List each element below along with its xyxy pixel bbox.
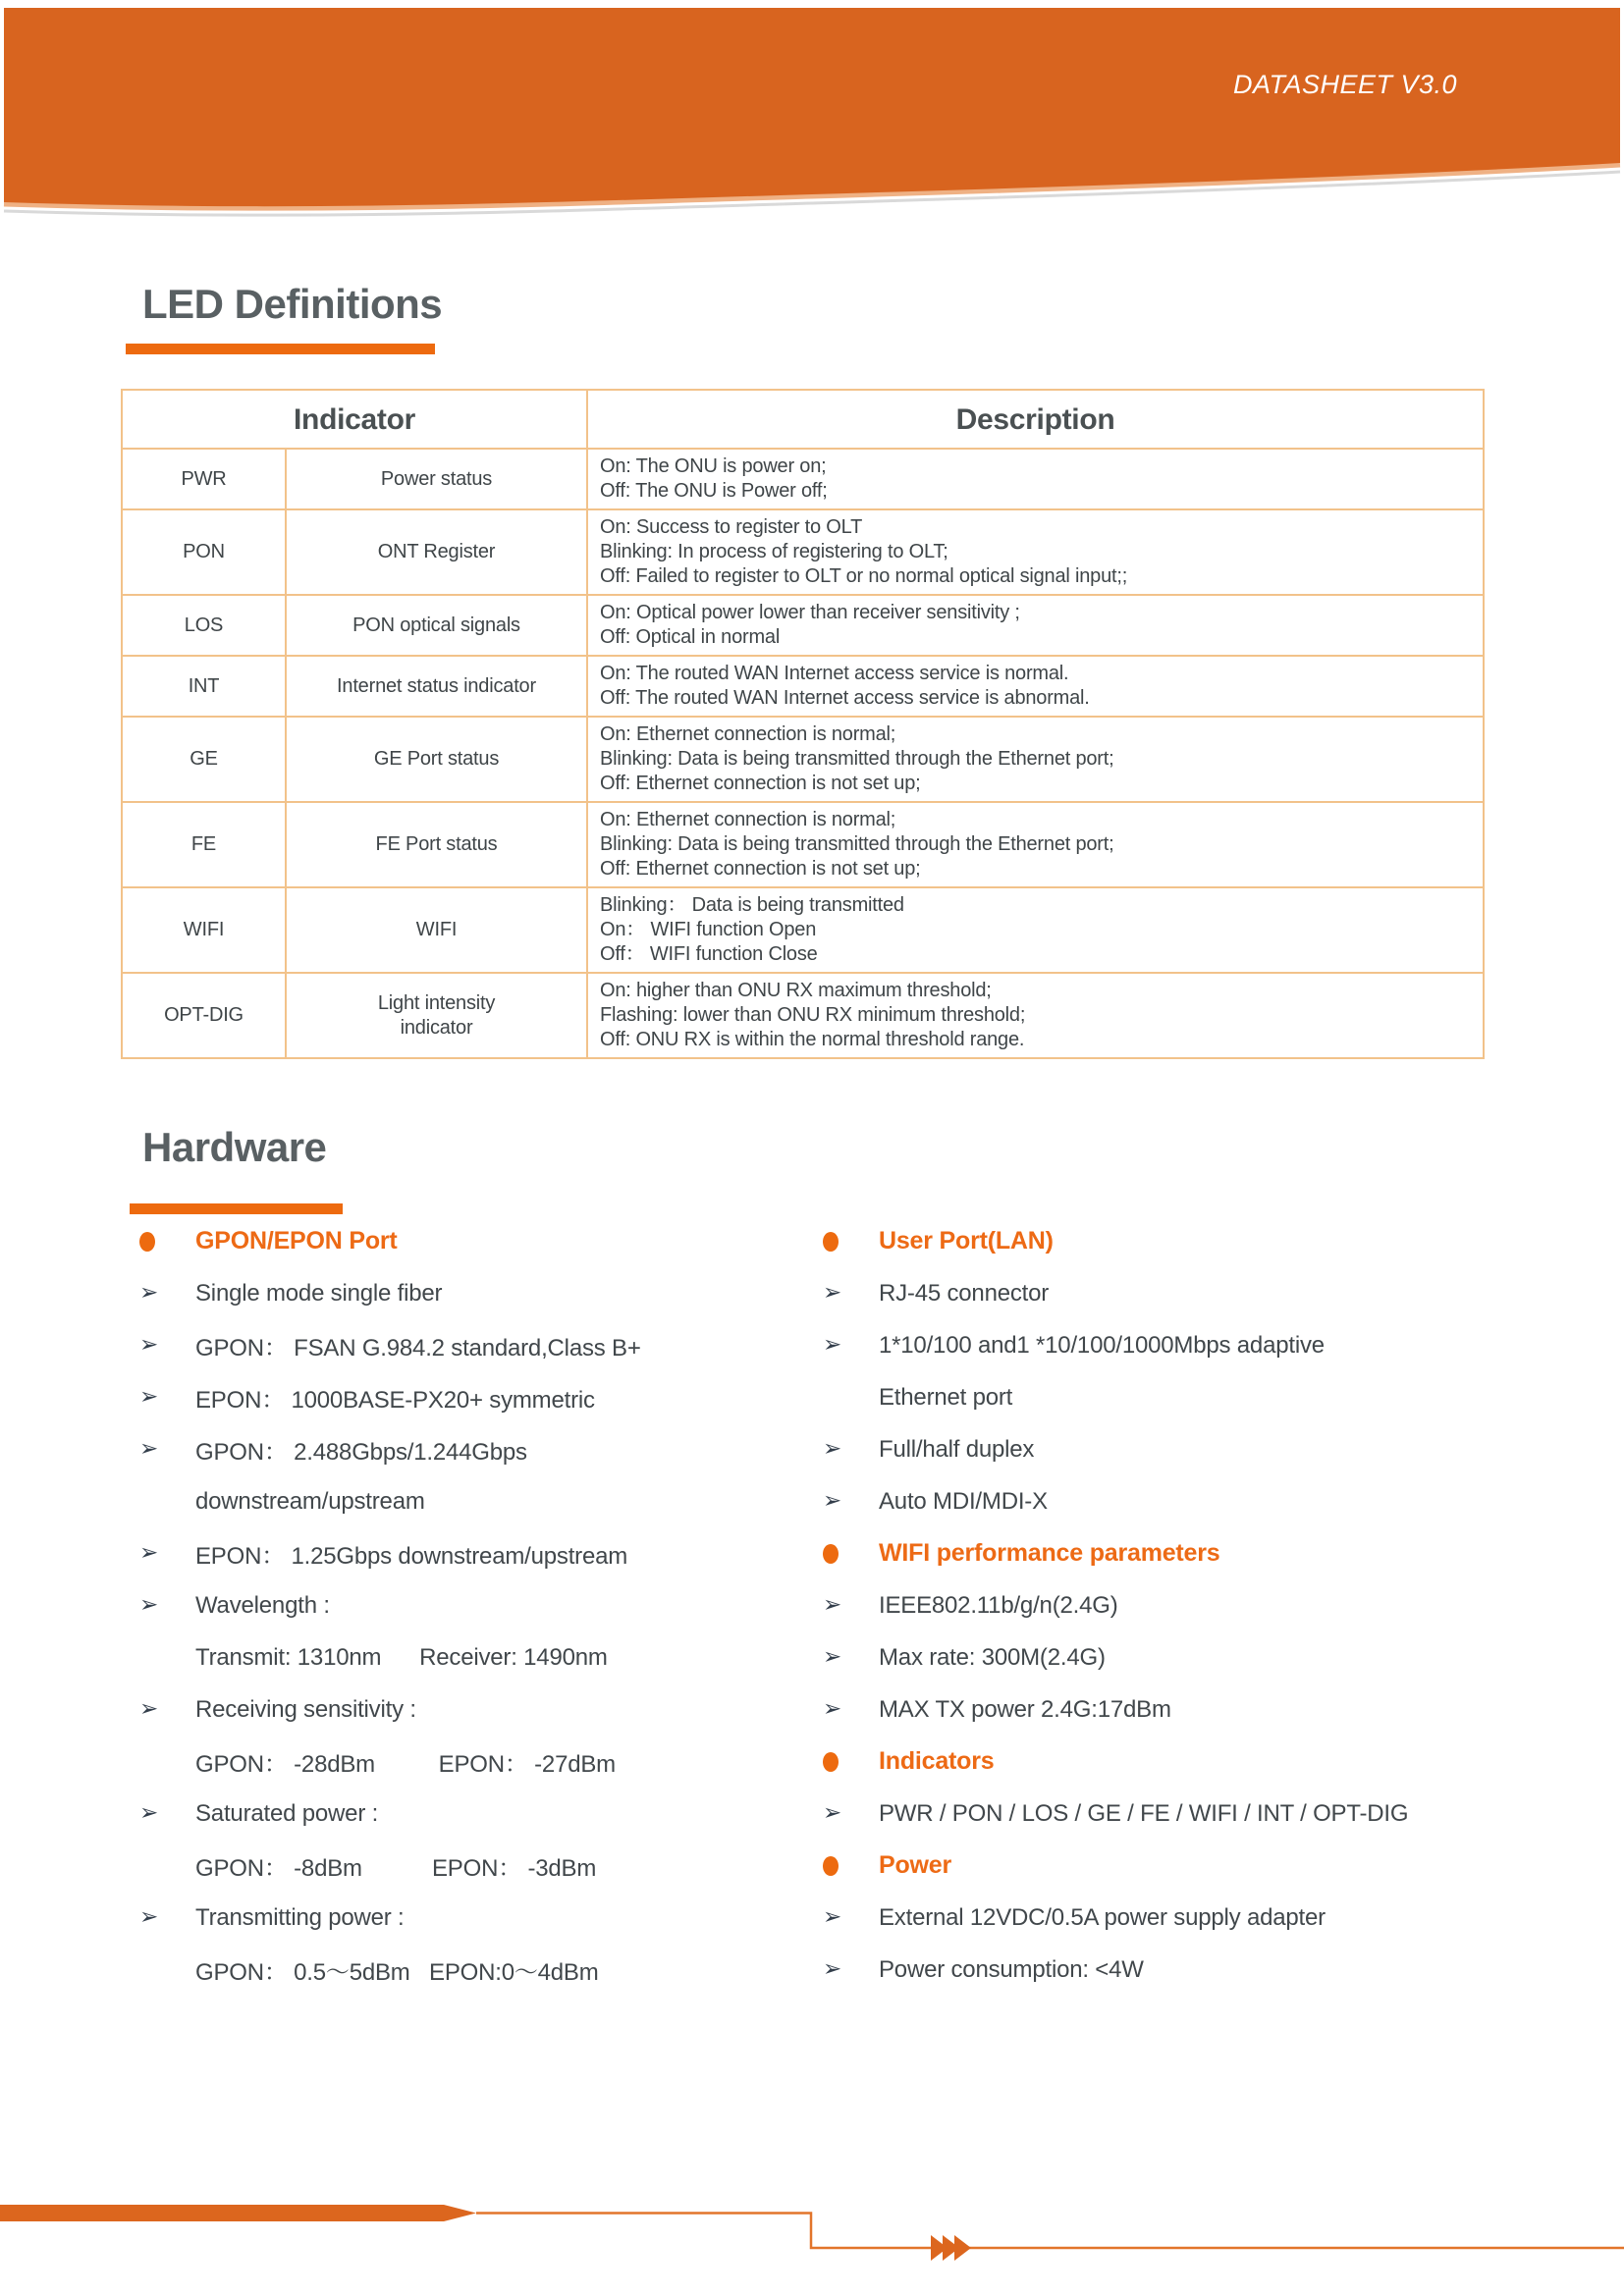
arrow-marker-icon: ➢ [139,1383,159,1409]
indicator-code-cell: WIFI [122,887,286,973]
arrow-marker-icon: ➢ [823,1591,842,1617]
description-cell [587,717,1484,802]
hw-list-item [823,1579,1549,1631]
arrow-marker-icon: ➢ [823,1643,842,1669]
hw-item-text: Full/half duplex [879,1435,1035,1463]
description-cell [587,887,1484,973]
description-line: Blinking: Data is being transmitted through the Ethernet port; [600,833,1114,855]
hw-group-heading-label: Power [879,1851,952,1879]
hw-item-text: 1*10/100 and1 *10/100/1000Mbps adaptive [879,1331,1325,1359]
description-cell [587,802,1484,887]
hw-group-heading [823,1840,1549,1892]
indicator-column-header: Indicator [122,390,587,449]
description-cell [587,449,1484,509]
arrow-marker-icon: ➢ [139,1903,159,1929]
indicator-name-line: WIFI [415,919,458,940]
indicator-name-cell [286,595,587,656]
arrow-marker-wrap [139,1383,195,1409]
hw-group-heading-label: User Port(LAN) [879,1227,1054,1255]
hw-group-heading [823,1527,1549,1579]
hw-list-item [139,1788,787,1840]
hw-item-text: RJ-45 connector [879,1279,1050,1307]
description-line: Off: The routed WAN Internet access service is abnormal. [600,687,1090,709]
indicator-name-cell [286,802,587,887]
table-header-row [122,390,1484,449]
hw-list-item [823,1788,1549,1840]
hw-list-item [823,1475,1549,1527]
table-row [122,717,1484,802]
description-cell [587,595,1484,656]
table-row [122,887,1484,973]
description-line: Off: ONU RX is within the normal threshold range. [600,1029,1025,1050]
hw-group-heading-label: WIFI performance parameters [879,1539,1220,1567]
arrow-marker-wrap [139,1279,195,1305]
arrow-marker-wrap [139,1695,195,1721]
arrow-marker-icon: ➢ [823,1903,842,1929]
indicator-name-cell [286,973,587,1058]
arrow-marker-icon: ➢ [139,1435,159,1461]
hardware-title: Hardware [142,1124,327,1170]
arrow-marker-wrap [823,1695,879,1721]
hardware-column-right [823,1215,1549,1996]
hardware-title-underline [130,1203,343,1214]
bullet-icon-wrap [823,1856,879,1876]
description-line: On: higher than ONU RX maximum threshold; [600,980,992,1001]
hw-group-heading [139,1215,787,1267]
bullet-icon-wrap [823,1544,879,1564]
hw-group-heading-label: Indicators [879,1747,995,1775]
hw-item-text: GPON： -8dBm EPON： -3dBm [195,1855,597,1882]
arrow-marker-icon: ➢ [823,1695,842,1721]
table-row [122,656,1484,717]
indicator-code-cell: INT [122,656,286,717]
description-line: Off: Optical in normal [600,626,781,648]
hw-group-heading [823,1215,1549,1267]
description-line: Blinking: Data is being transmitted through the Ethernet port; [600,748,1114,770]
description-cell [587,656,1484,717]
led-definitions-title: LED Definitions [142,281,443,327]
led-definitions-table [121,389,1485,1059]
hw-list-item [823,1423,1549,1475]
hw-item-text: IEEE802.11b/g/n(2.4G) [879,1591,1118,1619]
led-title-underline [126,344,435,354]
footer-triple-chevron-icon [931,2235,971,2261]
hw-list-item [139,1267,787,1319]
led-table-body [122,449,1484,1058]
hw-list-item [139,1527,787,1579]
arrow-marker-wrap [139,1799,195,1825]
indicator-name-line: Power status [380,467,493,490]
hw-list-item [823,1944,1549,1996]
hw-list-item [139,1840,787,1892]
arrow-marker-wrap [823,1903,879,1929]
hw-item-text: EPON： 1.25Gbps downstream/upstream [195,1543,628,1570]
description-line: On: Ethernet connection is normal; [600,809,896,830]
hw-item-text: Single mode single fiber [195,1279,443,1307]
description-line: Off: The ONU is Power off; [600,480,828,502]
bullet-icon [823,1856,839,1876]
indicator-code-cell: LOS [122,595,286,656]
hw-item-text: Saturated power : [195,1799,379,1827]
hw-item-text: downstream/upstream [195,1487,425,1515]
arrow-marker-wrap [139,1903,195,1929]
hw-list-item [823,1371,1549,1423]
hw-list-item [139,1892,787,1944]
indicator-code-cell: PWR [122,449,286,509]
arrow-marker-icon: ➢ [139,1591,159,1617]
hw-group-heading [823,1735,1549,1788]
indicator-name-cell [286,509,587,595]
arrow-marker-icon: ➢ [823,1799,842,1825]
hw-list-item [823,1319,1549,1371]
hw-item-text: Power consumption: <4W [879,1955,1144,1983]
indicator-name-line: Light intensity [377,991,496,1014]
indicator-name-line: indicator [400,1016,473,1039]
arrow-marker-wrap [823,1799,879,1825]
description-line: Off: Failed to register to OLT or no normal optical signal input;; [600,565,1128,587]
hw-list-item [139,1475,787,1527]
arrow-marker-wrap [823,1331,879,1357]
bullet-icon [823,1752,839,1772]
hw-item-text: GPON： 2.488Gbps/1.244Gbps [195,1439,527,1466]
hw-list-item [139,1579,787,1631]
arrow-marker-icon: ➢ [139,1799,159,1825]
description-line: Blinking： Data is being transmitted [600,894,904,916]
description-line: On: Ethernet connection is normal; [600,723,896,745]
arrow-marker-wrap [823,1435,879,1461]
arrow-marker-icon: ➢ [139,1539,159,1565]
description-line: Off: Ethernet connection is not set up; [600,773,921,794]
table-row [122,973,1484,1058]
description-line: Flashing: lower than ONU RX minimum threshold; [600,1004,1026,1026]
hw-item-text: Transmitting power : [195,1903,405,1931]
indicator-code-cell: FE [122,802,286,887]
hw-list-item [139,1371,787,1423]
hw-list-item [823,1267,1549,1319]
table-row [122,449,1484,509]
indicator-name-line: FE Port status [375,833,498,855]
footer-thick-bar [0,2205,476,2221]
hw-list-item [139,1944,787,1996]
hw-item-text: Max rate: 300M(2.4G) [879,1643,1106,1671]
hw-item-text: MAX TX power 2.4G:17dBm [879,1695,1171,1723]
arrow-marker-wrap [823,1279,879,1305]
table-row [122,509,1484,595]
hw-list-item [139,1319,787,1371]
arrow-marker-icon: ➢ [139,1279,159,1305]
arrow-marker-wrap [139,1435,195,1461]
arrow-marker-wrap [139,1591,195,1617]
table-row [122,595,1484,656]
description-line: On: The routed WAN Internet access service is normal. [600,663,1069,684]
arrow-marker-icon: ➢ [823,1955,842,1981]
description-line: On: Optical power lower than receiver sensitivity ; [600,602,1020,623]
bullet-icon-wrap [823,1752,879,1772]
hw-list-item [139,1631,787,1683]
arrow-marker-wrap [823,1643,879,1669]
indicator-code-cell: GE [122,717,286,802]
arrow-marker-icon: ➢ [139,1331,159,1357]
hw-list-item [139,1423,787,1475]
description-line: On: Success to register to OLT [600,516,863,538]
indicator-code-cell: OPT-DIG [122,973,286,1058]
hw-item-text: External 12VDC/0.5A power supply adapter [879,1903,1326,1931]
hw-item-text: Auto MDI/MDI-X [879,1487,1048,1515]
indicator-code-cell: PON [122,509,286,595]
description-line: Blinking: In process of registering to OLT; [600,541,948,562]
description-line: On: The ONU is power on; [600,455,827,477]
hardware-column-left [139,1215,787,1996]
hw-item-text: GPON： -28dBm EPON： -27dBm [195,1751,616,1778]
arrow-marker-icon: ➢ [139,1695,159,1721]
hw-list-item [823,1631,1549,1683]
hw-item-text: Receiving sensitivity : [195,1695,416,1723]
arrow-marker-icon: ➢ [823,1331,842,1357]
description-column-header: Description [587,390,1484,449]
description-line: Off： WIFI function Close [600,943,818,965]
arrow-marker-wrap [823,1955,879,1981]
description-cell [587,973,1484,1058]
arrow-marker-wrap [139,1331,195,1357]
indicator-name-cell [286,656,587,717]
arrow-marker-icon: ➢ [823,1435,842,1461]
bullet-icon-wrap [139,1232,195,1252]
arrow-marker-wrap [823,1487,879,1513]
arrow-marker-wrap [823,1591,879,1617]
indicator-name-cell [286,717,587,802]
arrow-marker-icon: ➢ [823,1487,842,1513]
arrow-marker-wrap [139,1539,195,1565]
bullet-icon [823,1232,839,1252]
footer-step-line [476,2214,1624,2249]
table-row [122,802,1484,887]
datasheet-version-badge: DATASHEET V3.0 [1233,70,1458,99]
hw-item-text: EPON： 1000BASE-PX20+ symmetric [195,1387,595,1414]
indicator-name-line: PON optical signals [352,614,520,636]
footer-ornament [0,2188,1624,2296]
hw-list-item [823,1683,1549,1735]
hw-item-text: GPON： 0.5～5dBm EPON:0～4dBm [195,1959,599,1986]
indicator-name-line: Internet status indicator [337,674,536,697]
hw-item-text: Transmit: 1310nm Receiver: 1490nm [195,1643,608,1671]
hw-item-text: Wavelength : [195,1591,330,1619]
indicator-name-cell [286,887,587,973]
bullet-icon-wrap [823,1232,879,1252]
hw-item-text: Ethernet port [879,1383,1013,1411]
indicator-name-line: GE Port status [373,748,500,770]
hw-list-item [139,1735,787,1788]
hw-list-item [139,1683,787,1735]
hw-item-text: GPON： FSAN G.984.2 standard,Class B+ [195,1335,641,1362]
indicator-name-line: ONT Register [377,541,496,562]
header-wave-banner [0,0,1624,226]
hw-item-text: PWR / PON / LOS / GE / FE / WIFI / INT / OPT-DIG [879,1799,1409,1827]
indicator-name-cell [286,449,587,509]
bullet-icon [139,1232,155,1252]
description-line: On： WIFI function Open [600,919,817,940]
description-cell [587,509,1484,595]
description-line: Off: Ethernet connection is not set up; [600,858,921,880]
bullet-icon [823,1544,839,1564]
arrow-marker-icon: ➢ [823,1279,842,1305]
hw-group-heading-label: GPON/EPON Port [195,1227,398,1255]
hw-list-item [823,1892,1549,1944]
